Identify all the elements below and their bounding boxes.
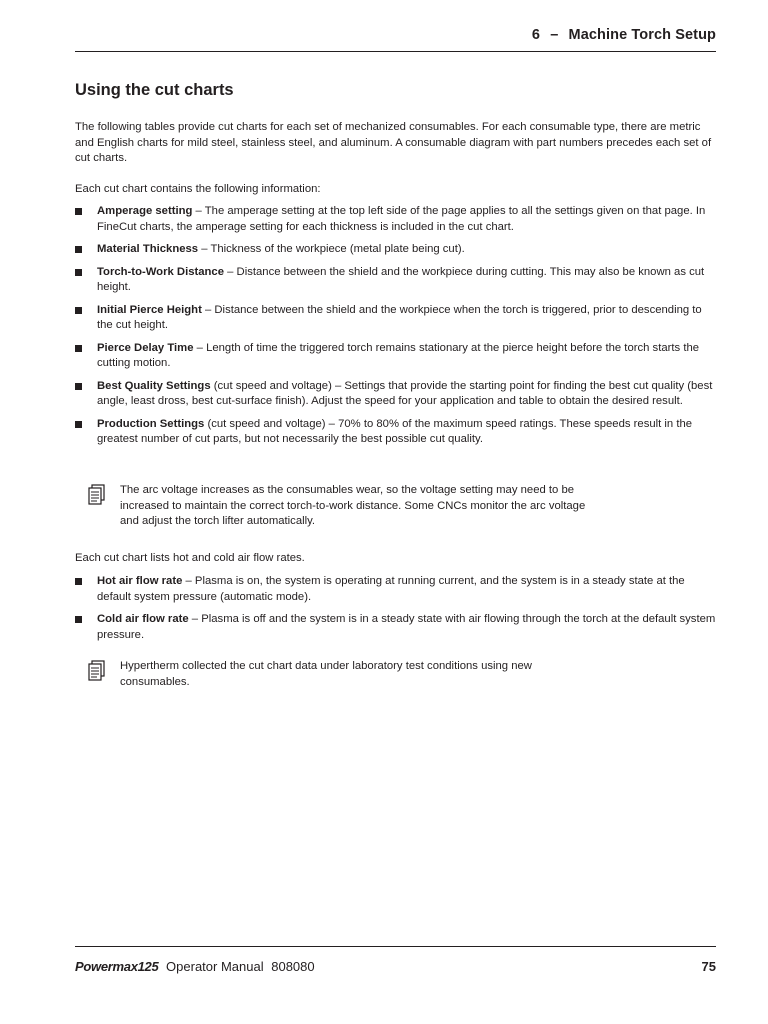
list-item-term: Material Thickness (97, 243, 199, 255)
list-item (75, 303, 716, 334)
list-item-term: Amperage setting (97, 205, 193, 217)
list-item-text: – Distance between the shield and the workpiece during cutting. This may also be known as cut height. (97, 265, 705, 293)
airflow-lead: Each cut chart lists hot and cold air flow rates. (75, 552, 305, 564)
list-item (75, 242, 716, 258)
square-bullet-icon (75, 578, 82, 585)
page-number: 75 (701, 959, 716, 974)
square-bullet-icon (75, 307, 82, 314)
airflow-list (75, 574, 716, 643)
airflow-lead-block (75, 551, 716, 567)
note-icon (88, 484, 106, 506)
square-bullet-icon (75, 616, 82, 623)
list-item (75, 379, 716, 410)
section-title: Using the cut charts (75, 81, 234, 99)
intro-block (75, 120, 716, 167)
list-item-text: – Length of time the triggered torch remains stationary at the pierce height before the torch starts the cutting motion. (97, 341, 700, 369)
note-text: The arc voltage increases as the consumables wear, so the voltage setting may need to be increased to maintain the correct torch-to-work distance. Some CNCs monitor the arc voltage and adjust the torch lifter automatically. (120, 484, 586, 527)
list-item-text: (cut speed and voltage) – Settings that provide the starting point for finding the best cut quality (best angle, least dross, best cut-surface finish). Adjust the speed for your application and table to obtain the desired result. (97, 379, 713, 407)
note-block (88, 659, 588, 690)
list-item-term: Pierce Delay Time (97, 341, 194, 354)
chapter-separator: – (550, 27, 559, 43)
info-list (75, 204, 716, 448)
list-item (75, 265, 716, 296)
square-bullet-icon (75, 246, 82, 253)
list-item-term: Torch-to-Work Distance (97, 265, 224, 278)
list-item-term: Initial Pierce Height (97, 303, 202, 316)
chapter-title: Machine Torch Setup (568, 27, 716, 43)
list-item (75, 612, 716, 643)
list-item-term: Hot air flow rate (97, 575, 183, 587)
square-bullet-icon (75, 208, 82, 215)
list-item-term: Cold air flow rate (97, 613, 189, 625)
list-item (75, 204, 716, 235)
square-bullet-icon (75, 421, 82, 428)
list-item-text: – The amperage setting at the top left side of the page applies to all the settings given on that page. In FineCut charts, the amperage setting for each thickness is included in the cut chart. (97, 205, 706, 233)
note-block (88, 483, 588, 530)
square-bullet-icon (75, 383, 82, 390)
list-item-text: (cut speed and voltage) – 70% to 80% of the maximum speed ratings. These speeds result in the greatest number of cut parts, but not necessarily the best possible cut quality. (97, 417, 693, 445)
product-name: Powermax125 (75, 959, 159, 974)
info-list-block (75, 204, 716, 448)
airflow-list-block (75, 574, 716, 643)
info-lead: Each cut chart contains the following information: (75, 183, 321, 195)
list-item-text: – Plasma is on, the system is operating at running current, and the system is in a steady state at the default system pressure (automatic mode). (97, 575, 685, 603)
note-text: Hypertherm collected the cut chart data under laboratory test conditions using new consumables. (120, 660, 532, 688)
list-item-term: Best Quality Settings (97, 379, 211, 392)
list-item (75, 341, 716, 372)
info-lead-block (75, 182, 716, 198)
manual-part-number: 808080 (271, 959, 315, 974)
page-footer (75, 946, 716, 974)
list-item (75, 417, 716, 448)
manual-title: Operator Manual (166, 959, 264, 974)
list-item-text: – Plasma is off and the system is in a steady state with air flowing through the torch at the default system pressure. (97, 613, 716, 641)
list-item (75, 574, 716, 605)
list-item-term: Production Settings (97, 417, 205, 430)
intro-paragraph: The following tables provide cut charts for each set of mechanized consumables. For each consumable type, there are metric and English charts for mild steel, stainless steel, and aluminum. A consumable diagram with part numbers precedes each set of cut charts. (75, 121, 712, 164)
square-bullet-icon (75, 345, 82, 352)
list-item-text: – Thickness of the workpiece (metal plate being cut). (198, 243, 465, 255)
list-item-text: – Distance between the shield and the workpiece when the torch is triggered, prior to descending to the cut height. (97, 303, 702, 331)
chapter-number: 6 (531, 27, 541, 43)
square-bullet-icon (75, 269, 82, 276)
note-icon (88, 660, 106, 682)
page-header (75, 27, 716, 52)
